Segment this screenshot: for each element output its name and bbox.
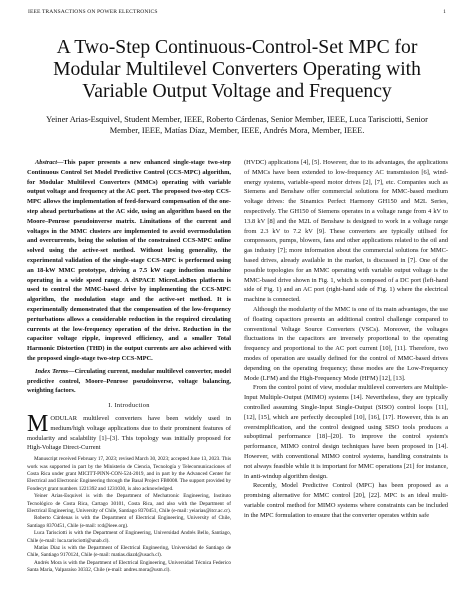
page-number: 1 bbox=[443, 9, 446, 15]
footnote-author-1: Yeiner Arias-Esquivel is with the Department of Mechatronic Engineering, Instituto Tecnológico de Costa Rica, Cartago 30101, Costa Rica, and also with the Department of Electrical Engineering, University of Chile, Santiago 8370451, Chile (e-mail: yeiarias@itcr.ac.cr). bbox=[27, 493, 231, 514]
abstract-text: —This paper presents a new enhanced single-stage two-step Continuous Control Set Model Predictive Control (CCS-MPC) algorithm, for Modular Multilevel Converters (MMCs) operating with variable output voltage and frequency at the AC port. The proposed two-step CCS-MPC allows the implementation of feed-forward compensation of the one-step ahead perturbations at the AC side, using an algorithm based on the Moore–Penrose pseudoinverse matrix. Limitations of the current and voltages in the MMC clusters are implemented to avoid overmodulation and overcurrents, being the solution of the constrained CCS-MPC online solved using the active-set method. Without losing generality, the experimental validation of the single-stage CCS-MPC is performed using an 18-kW MMC prototype, driving a 7.5 kW cage induction machine operating in a wide speed range. A dSPACE MicroLabBox platform is used to control the MMC-based drive by implementing the CCS-MPC algorithm, the modulation stage and the active-set method. It is experimentally demonstrated that the compensation of the low-frequency perturbations allows a considerable reduction in the required circulating currents at the low-frequency operation of the drive. Reduction in the capacitor voltage ripple, improved efficiency, and a smaller Total Harmonic Distortion (THD) in the output currents are also achieved with the proposed single-stage two-step CCS-MPC. bbox=[27, 159, 231, 362]
author-list: Yeiner Arias-Esquivel, Student Member, IEEE, Roberto Cárdenas, Senior Member, IEEE, Luca Tarisciotti, Senior Member, IEEE, Matías Díaz, Member, IEEE, Andrés Mora, Member, IEEE. bbox=[46, 115, 428, 135]
body-paragraph: From the control point of view, modular multilevel converters are Multiple-Input Multiple-Output (MIMO) systems [14]. Nevertheless, they are typically controlled assuming Single-Input Single-Output (SISO) control loops [11], [12], [15], which are perfectly decoupled [10], [16], [17]. However, this is an oversimplification, and the control designed using SISO tools produces a suboptimal performance [18]–[20]. To improve the control system's performance, MIMO control design techniques have been proposed in [14]. However, with conventional MIMO control systems, handling constraints is not always feasible while it is important for MMC operations [21] for instance, in anti-windup algorithm design. bbox=[244, 384, 448, 480]
right-column bbox=[244, 158, 448, 520]
abstract-label: Abstract bbox=[35, 159, 58, 166]
body-paragraph: (HVDC) applications [4], [5]. However, due to its advantages, the applications of MMCs have been extended to low-frequency AC transmission [6], wind-energy systems, variable-speed motor drives [2], [7], etc. Companies such as Siemens and Benshaw offer commercial solutions for MMC-based medium voltage drives: the Sinamics Perfect Harmony GH150 and M2L Series, respectively. The GH150 of Siemens operates in a voltage range from 4 kV to 13.8 kV [8] and the M2L of Benshaw is designed to work in a voltage range from 2.3 kV to 7.2 kV [9]. These converters are typically utilised for compressors, pumps, blowers, fans and other applications related to the oil and gas industry [7]; more information about the commercial solutions for MMC-based drives, already available in the market, is discussed in [7]. One of the possible topologies for an MMC operating with variable output voltage is the MMC-based drive shown in Fig. 1, which is composed of a DC port (left-hand side of Fig. 1) and an AC port (right-hand side of Fig. 1) where the electrical machine is connected. bbox=[244, 159, 448, 304]
introduction-text: ODULAR multilevel converters have been widely used in medium/high voltage applications due to their prominent features of modularity and scalability [1]–[3]. This topology was initially proposed for High-Voltage Direct-Current bbox=[27, 414, 231, 452]
body-paragraph: Recently, Model Predictive Control (MPC) has been proposed as a promising alternative for MMC control [20], [22]. MPC is an ideal multi-variable control method for MIMO systems where constraints can be included in the MPC formulation to ensure that the converter operates within safe bbox=[244, 482, 448, 519]
abstract bbox=[27, 158, 231, 364]
dropcap-letter: M bbox=[27, 410, 49, 437]
footnote-manuscript: Manuscript received February 17, 2023; revised March 30, 2023; accepted June 13, 2023. This work was supported in part by the Ministerio de Ciencia, Tecnología y Telecomunicaciones of Costa Rica under grant MICITT-PINN-CON-524-2019, and in part by the Advanced Center for Electrical and Electronic Engineering through the Basal Project FB0008. The support provided by Fondecyt grant numbers 1221392 and 1231030, is also acknowledged. bbox=[27, 456, 231, 492]
section-heading-introduction: I. Introduction bbox=[108, 402, 150, 410]
journal-name: IEEE TRANSACTIONS ON POWER ELECTRONICS bbox=[28, 9, 158, 15]
introduction-paragraph bbox=[27, 410, 231, 453]
footnotes bbox=[27, 456, 231, 575]
footnote-author-4: Matías Díaz is with the Department of Electrical Engineering, Universidad de Santiago de Chile, Santiago 9170124, Chile (e-mail: matias.diazd@usach.cl). bbox=[27, 544, 231, 559]
body-paragraph: Although the modularity of the MMC is one of its main advantages, the use of floating capacitors presents an additional control challenge compared to conventional Voltage Source Converters (VSCs). Moreover, the voltages fluctuations in the capacitors are inversely proportional to the operating frequency and proportional to the AC port current [10], [11]. Therefore, two modes of operation are usually defined for the control of MMC-based drives depending on the operating frequency; these modes are the Low-Frequency Mode (LFM) and the High-Frequency Mode (HFM) [12], [13]. bbox=[244, 305, 448, 382]
index-terms-label: Index Terms bbox=[35, 367, 69, 375]
running-head bbox=[28, 9, 446, 19]
index-terms-text: —Circulating current, modular multilevel converter, model predictive control, Moore–Penrose pseudoinverse, voltage balancing, weighting factors. bbox=[27, 367, 231, 395]
index-terms bbox=[27, 367, 231, 396]
left-column bbox=[27, 158, 231, 575]
footnote-author-5: Andrés Mora is with the Department of Electrical Engineering, Universidad Técnica Federico Santa María, Valparaíso 30332, Chile (e-mail: andres.mora@usm.cl). bbox=[27, 559, 231, 574]
footnote-author-3: Luca Tarisciotti is with the Department of Engineering, Universidad Andrés Bello, Santiago, Chile (e-mail: luca.tarisciotti@unab.cl). bbox=[27, 530, 231, 544]
footnote-author-2: Roberto Cárdenas is with the Department of Electrical Engineering, University of Chile, Santiago 8370451, Chile (e-mail: rcd@ieee.org). bbox=[27, 515, 231, 529]
paper-title: A Two-Step Continuous-Control-Set MPC for Modular Multilevel Converters Operating with Variable Output Voltage and Frequency bbox=[53, 37, 421, 102]
